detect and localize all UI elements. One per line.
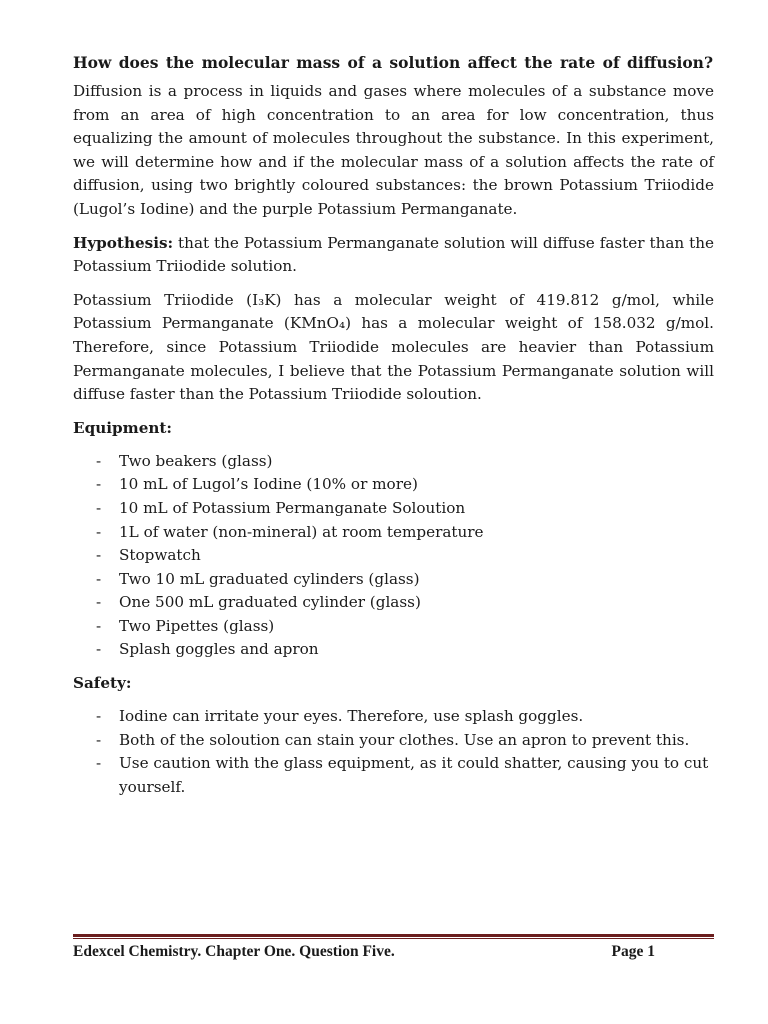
- dash-bullet: -: [96, 640, 102, 659]
- equipment-heading: Equipment:: [73, 418, 173, 437]
- dash-bullet: -: [96, 730, 102, 749]
- list-item-text: Both of the soloution can stain your clothes. Use an apron to prevent this.: [119, 730, 690, 749]
- list-item: [73, 521, 714, 545]
- footer-divider: [73, 934, 714, 940]
- list-item: [73, 497, 714, 521]
- list-item-text: 1L of water (non-mineral) at room temperature: [119, 522, 484, 541]
- dash-bullet: -: [96, 546, 102, 565]
- dash-bullet: -: [96, 707, 102, 726]
- dash-bullet: -: [96, 498, 102, 517]
- list-item: [73, 638, 714, 662]
- dash-bullet: -: [96, 569, 102, 588]
- list-item-text: Stopwatch: [119, 546, 201, 565]
- list-item: [73, 591, 714, 615]
- document-page: [73, 51, 714, 809]
- list-item: [73, 544, 714, 568]
- intro-paragraph: Diffusion is a process in liquids and gases where molecules of a substance move from an area of high concentration to an area for low concentration, thus equalizing the amount of molecules throughout the substance. In this experiment, we will determine how and if the molecular mass of a solution affects the rate of diffusion, using two brightly coloured substances: the brown Potassium Triiodide (Lugol’s Iodine) and the purple Potassium Permanganate.: [73, 82, 714, 218]
- list-item: [73, 729, 714, 753]
- list-item: [73, 615, 714, 639]
- list-item: [73, 568, 714, 592]
- list-item-text: Two Pipettes (glass): [119, 616, 275, 635]
- list-item-text: 10 mL of Potassium Permanganate Soloution: [119, 498, 466, 517]
- page-number: Page 1: [611, 943, 655, 960]
- list-item-text: Iodine can irritate your eyes. Therefore, use splash goggles.: [119, 707, 584, 726]
- footer-title: Edexcel Chemistry. Chapter One. Question Five.: [73, 943, 395, 960]
- list-item-text: 10 mL of Lugol’s Iodine (10% or more): [119, 475, 418, 494]
- dash-bullet: -: [96, 475, 102, 494]
- hypothesis-text: that the Potassium Permanganate solution will diffuse faster than the Potassium Triiodide solution.: [73, 233, 714, 276]
- reasoning-paragraph: Potassium Triiodide (I₃K) has a molecular weight of 419.812 g/mol, while Potassium Permanganate (KMnO₄) has a molecular weight of 158.032 g/mol. Therefore, since Potassium Triiodide molecules are heavier than Potassium Permanganate molecules, I believe that the Potassium Permanganate solution will diffuse faster than the Potassium Triiodide soloution.: [73, 290, 714, 404]
- list-item-text: One 500 mL graduated cylinder (glass): [119, 593, 421, 612]
- list-item-text: Two beakers (glass): [119, 451, 273, 470]
- dash-bullet: -: [96, 616, 102, 635]
- dash-bullet: -: [96, 593, 102, 612]
- list-item: [73, 450, 714, 474]
- equipment-list: [73, 450, 714, 662]
- hypothesis-paragraph: [73, 232, 714, 279]
- list-item: [73, 705, 714, 729]
- page-footer: [73, 941, 655, 963]
- dash-bullet: -: [96, 754, 102, 773]
- list-item-text: Two 10 mL graduated cylinders (glass): [119, 569, 420, 588]
- list-item: [73, 752, 714, 799]
- list-item-text: Use caution with the glass equipment, as it could shatter, causing you to cut yourself.: [119, 754, 709, 796]
- dash-bullet: -: [96, 451, 102, 470]
- list-item-text: Splash goggles and apron: [119, 640, 319, 659]
- document-title: How does the molecular mass of a solution affect the rate of diffusion?: [73, 53, 714, 72]
- safety-heading: Safety:: [73, 674, 132, 693]
- list-item: [73, 473, 714, 497]
- dash-bullet: -: [96, 522, 102, 541]
- safety-list: [73, 705, 714, 799]
- hypothesis-label: Hypothesis:: [73, 233, 174, 252]
